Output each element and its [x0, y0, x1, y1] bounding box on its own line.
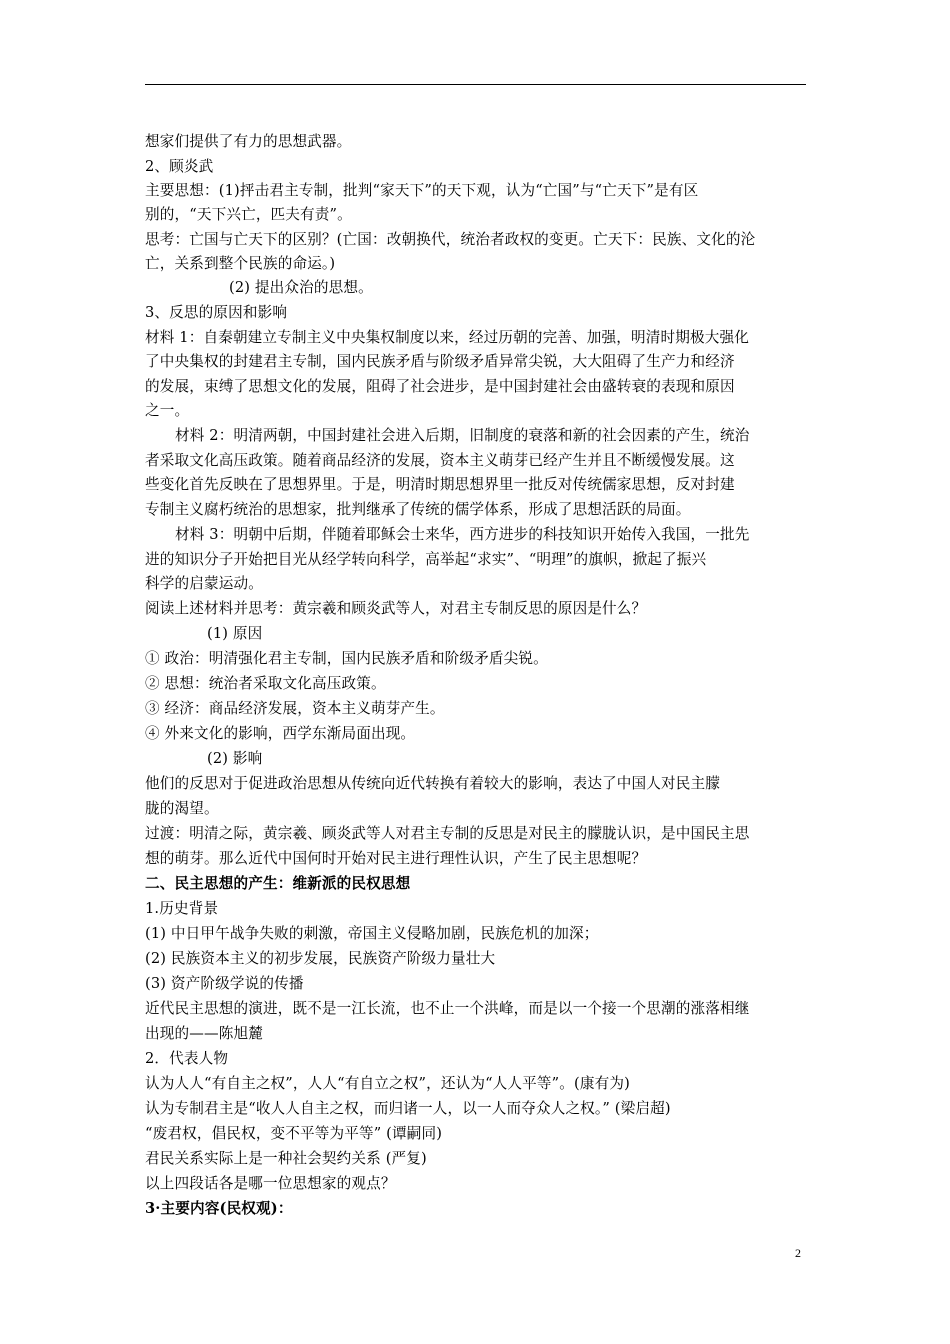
text-line: 1.历史背景	[145, 900, 219, 917]
text-line: 别的，“天下兴亡，匹夫有责”。	[145, 206, 352, 223]
section-heading: 二、民主思想的产生：维新派的民权思想	[145, 875, 411, 892]
text-line: 2．代表人物	[145, 1050, 229, 1067]
text-line: (2) 提出众治的思想。	[229, 279, 373, 296]
text-line: 胧的渴望。	[145, 800, 219, 817]
text-line: 科学的启蒙运动。	[145, 575, 263, 592]
text-line: 材料 2：明清两朝，中国封建社会进入后期，旧制度的衰落和新的社会因素的产生，统治	[175, 427, 750, 444]
text-line: 者采取文化高压政策。随着商品经济的发展，资本主义萌芽已经产生并且不断缓慢发展。这	[145, 452, 735, 469]
text-line: ③ 经济：商品经济发展，资本主义萌芽产生。	[145, 700, 445, 717]
text-line: 认为专制君主是“收人人自主之权，而归诸一人，以一人而夺众人之权。” (梁启超)	[145, 1100, 671, 1117]
text-line: 出现的——陈旭麓	[145, 1025, 263, 1042]
text-line: 他们的反思对于促进政治思想从传统向近代转换有着较大的影响，表达了中国人对民主朦	[145, 775, 721, 792]
text-line: 2、顾炎武	[145, 158, 214, 175]
header-rule	[145, 84, 806, 85]
page-number: 2	[795, 1246, 801, 1260]
text-line: 主要思想：(1)抨击君主专制，批判“家天下”的天下观，认为“亡国”与“亡天下”是有区	[145, 182, 699, 199]
text-line: 3、反思的原因和影响	[145, 304, 288, 321]
text-line: 之一。	[145, 402, 190, 419]
text-line: 以上四段话各是哪一位思想家的观点？	[145, 1175, 396, 1192]
text-line: 认为人人“有自主之权”，人人“有自立之权”，还认为“人人平等”。(康有为)	[145, 1075, 630, 1092]
text-line: 专制主义腐朽统治的思想家，批判继承了传统的儒学体系，形成了思想活跃的局面。	[145, 501, 691, 518]
text-line: 近代民主思想的演进，既不是一江长流，也不止一个洪峰，而是以一个接一个思潮的涨落相继	[145, 1000, 750, 1017]
text-line: 了中央集权的封建君主专制，国内民族矛盾与阶级矛盾异常尖锐，大大阻碍了生产力和经济	[145, 353, 735, 370]
text-line: 君民关系实际上是一种社会契约关系 (严复)	[145, 1150, 427, 1167]
text-line: 些变化首先反映在了思想界里。于是，明清时期思想界里一批反对传统儒家思想，反对封建	[145, 476, 735, 493]
text-line: (1) 中日甲午战争失败的刺激，帝国主义侵略加剧，民族危机的加深；	[145, 925, 599, 942]
text-line: ④ 外来文化的影响，西学东渐局面出现。	[145, 725, 416, 742]
text-line: 思考：亡国与亡天下的区别？(亡国：改朝换代，统治者政权的变更。亡天下：民族、文化的沦	[145, 231, 756, 248]
text-line: “废君权，倡民权，变不平等为平等” (谭嗣同)	[145, 1125, 443, 1142]
section-heading: 3·主要内容(民权观)：	[145, 1200, 293, 1217]
text-line: 亡，关系到整个民族的命运。)	[145, 255, 336, 272]
text-line: 想的萌芽。那么近代中国何时开始对民主进行理性认识，产生了民主思想呢？	[145, 850, 647, 867]
text-line: 进的知识分子开始把目光从经学转向科学，高举起“求实”、“明理”的旗帜，掀起了振兴	[145, 551, 707, 568]
text-line: 过渡：明清之际，黄宗羲、顾炎武等人对君主专制的反思是对民主的朦胧认识，是中国民主思	[145, 825, 750, 842]
text-line: (2) 影响	[207, 750, 263, 767]
text-line: ② 思想：统治者采取文化高压政策。	[145, 675, 386, 692]
text-line: 想家们提供了有力的思想武器。	[145, 133, 352, 150]
text-line: (2) 民族资本主义的初步发展，民族资产阶级力量壮大	[145, 950, 496, 967]
text-line: (3) 资产阶级学说的传播	[145, 975, 304, 992]
text-line: 材料 3：明朝中后期，伴随着耶稣会士来华，西方进步的科技知识开始传入我国，一批先	[175, 526, 750, 543]
text-line: 的发展，束缚了思想文化的发展，阻碍了社会进步，是中国封建社会由盛转衰的表现和原因	[145, 378, 735, 395]
text-line: 阅读上述材料并思考：黄宗羲和顾炎武等人，对君主专制反思的原因是什么？	[145, 600, 647, 617]
text-line: (1) 原因	[207, 625, 263, 642]
text-line: ① 政治：明清强化君主专制，国内民族矛盾和阶级矛盾尖锐。	[145, 650, 548, 667]
text-line: 材料 1：自秦朝建立专制主义中央集权制度以来，经过历朝的完善、加强，明清时期极大强化	[145, 329, 749, 346]
